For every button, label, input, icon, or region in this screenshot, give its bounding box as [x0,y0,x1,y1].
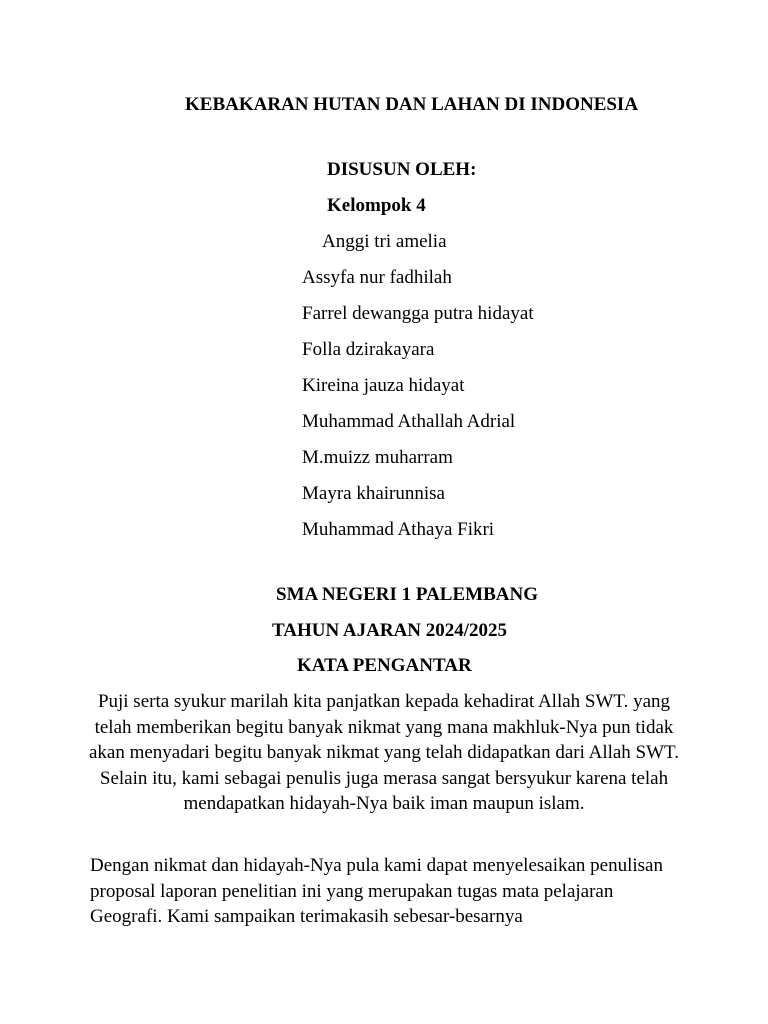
prepared-by-label: DISUSUN OLEH: [327,159,477,180]
section-heading: KATA PENGANTAR [297,655,472,676]
preface-paragraph: Puji serta syukur marilah kita panjatkan kepada kehadirat Allah SWT. yang telah memberikan begitu banyak nikmat yang mana makhluk-Nya pun tidak akan menyadari begitu banyak nikmat yang telah didapatkan dari Allah SWT. Selain itu, kami sebagai penulis juga merasa sangat bersyukur karena telah mendapatkan hidayah-Nya baik iman maupun islam. [88,691,680,814]
member-name: M.muizz muharram [302,447,453,468]
member-name: Muhammad Athaya Fikri [302,519,495,540]
member-name: Anggi tri amelia [322,231,447,252]
academic-year: TAHUN AJARAN 2024/2025 [272,620,508,641]
member-name: Kireina jauza hidayat [302,375,465,396]
member-name: Folla dzirakayara [302,339,435,360]
school-name: SMA NEGERI 1 PALEMBANG [276,584,538,605]
preface-paragraph: Dengan nikmat dan hidayah-Nya pula kami dapat menyelesaikan penulisan proposal laporan penelitian ini yang merupakan tugas mata pelajaran Geografi. Kami sampaikan terimakasih sebesar-besarnya [90,855,663,927]
group-name: Kelompok 4 [327,195,426,216]
member-name: Muhammad Athallah Adrial [302,411,516,432]
member-name: Mayra khairunnisa [302,483,445,504]
member-name: Farrel dewangga putra hidayat [302,303,534,324]
document-title: KEBAKARAN HUTAN DAN LAHAN DI INDONESIA [185,94,639,115]
member-name: Assyfa nur fadhilah [302,267,452,288]
